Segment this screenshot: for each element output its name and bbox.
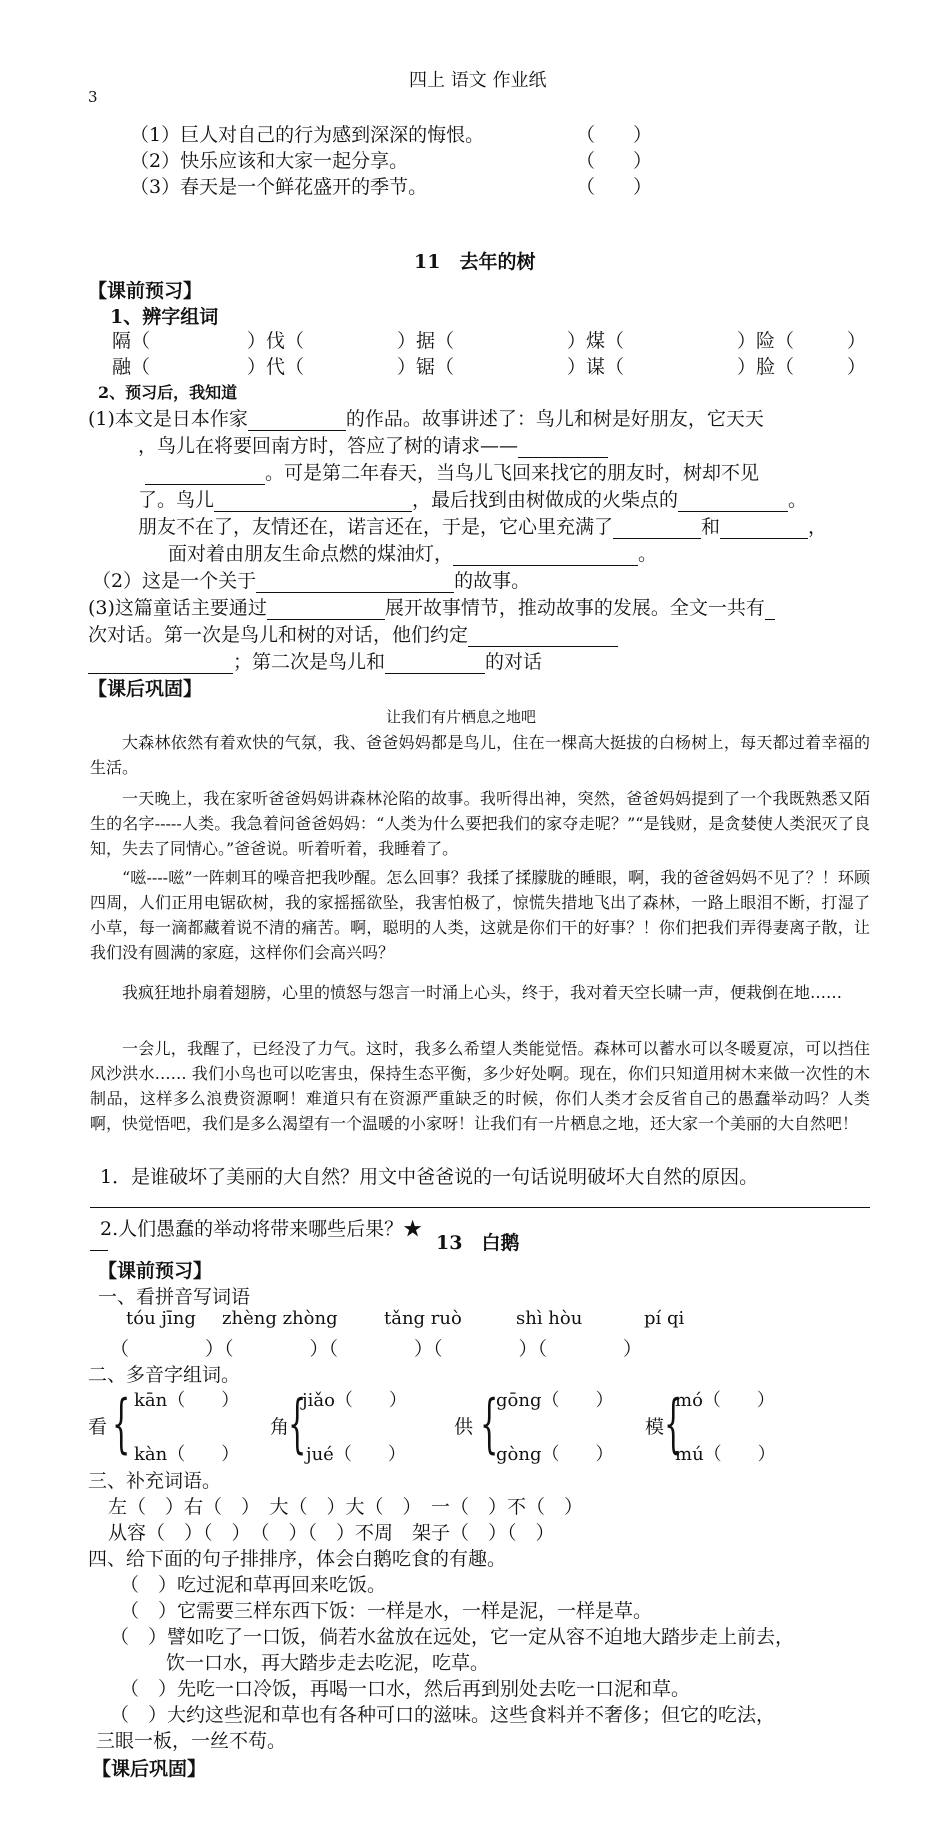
order-item-5: （ ）大约这些泥和草也有各种可口的滋味。这些食料并不奢侈；但它的吃法， [110, 1704, 776, 1726]
poly-reading: kàn（ ） [134, 1444, 240, 1465]
summary-line-6: 面对着由朋友生命点燃的煤油灯， 。 [168, 543, 658, 565]
blank-author[interactable] [248, 410, 346, 431]
summary-line-1: (1)本文是日本作家 的作品。故事讲述了：鸟儿和树是好朋友，它天天 [88, 408, 764, 430]
pinyin-5: pí qi [644, 1308, 685, 1329]
blank-agreement-cont[interactable] [88, 653, 233, 674]
answer-paren[interactable]: （ ） [576, 176, 653, 198]
pinyin-1: tóu jīng [126, 1308, 196, 1329]
poly-reading: kān（ ） [134, 1390, 240, 1411]
blank-request-cont[interactable] [145, 464, 265, 485]
reading-question-1: 1．是谁破坏了美丽的大自然？用文中爸爸说的一句话说明破坏大自然的原因。 [100, 1166, 759, 1188]
after-class-label-13: 【课后巩固】 [92, 1758, 207, 1780]
pinyin-3: tǎng ruò [384, 1308, 462, 1329]
reading-paragraph-4: 我疯狂地扑扇着翅膀，心里的愤怒与怨言一时涌上心头，终于，我对着天空长啸一声，便栽倒在地…… [122, 983, 843, 1002]
section-2-label: 二、多音字组词。 [88, 1364, 241, 1386]
lesson-11-title: 11 去年的树 [414, 251, 536, 273]
top-question-1: （1）巨人对自己的行为感到深深的悔恨。 [130, 124, 485, 146]
reading-paragraph-1: 大森林依然有着欢快的气氛，我、爸爸妈妈都是鸟儿，住在一棵高大挺拔的白杨树上，每天都过着幸福的生活。 [90, 733, 870, 777]
answer-paren[interactable]: （ ） [576, 124, 653, 146]
poly-reading: jué（ ） [306, 1444, 406, 1465]
preview-label: 【课前预习】 [88, 280, 203, 302]
poly-reading: jiǎo（ ） [302, 1390, 407, 1411]
poly-reading: gōng（ ） [496, 1390, 614, 1411]
order-item-5-cont: 三眼一板，一丝不苟。 [96, 1730, 287, 1752]
pinyin-answer-boxes[interactable]: （ ）（ ）（ ）（ ）（ ） [110, 1338, 643, 1360]
q1-label: 1、辨字组词 [110, 306, 219, 328]
page-number: 3 [88, 88, 98, 106]
poly-reading: mú（ ） [675, 1444, 776, 1465]
blank-request[interactable] [518, 437, 608, 458]
after-class-label: 【课后巩固】 [88, 678, 203, 700]
summary-line-9: 次对话。第一次是鸟儿和树的对话，他们约定 [88, 620, 618, 647]
blank-method[interactable] [267, 599, 385, 620]
summary-line-2: ，鸟儿在将要回南方时，答应了树的请求—— [138, 431, 608, 458]
fill-words-2[interactable]: 从容（ ）（ ） （ ）（ ）不周 架子（ ）（ ） [108, 1522, 555, 1544]
brace-icon: { [288, 1387, 307, 1461]
summary-line-8: (3)这篇童话主要通过 展开故事情节，推动故事的发展。全文一共有 [88, 593, 775, 620]
reading-question-2: 2.人们愚蠢的举动将带来哪些后果？★ [100, 1218, 423, 1240]
pinyin-4: shì hòu [516, 1308, 583, 1329]
top-question-2: （2）快乐应该和大家一起分享。 [130, 150, 409, 172]
answer-line-short[interactable] [90, 1250, 108, 1251]
order-item-3-cont: 饮一口水，再大踏步走去吃泥，吃草。 [166, 1652, 490, 1674]
poly-reading: gòng（ ） [496, 1444, 614, 1465]
order-item-3: （ ）譬如吃了一口饭，倘若水盆放在远处，它一定从容不迫地大踏步走上前去， [110, 1626, 795, 1648]
poly-char: 供 [454, 1416, 474, 1438]
answer-paren[interactable]: （ ） [576, 150, 653, 172]
order-item-1: （ ）吃过泥和草再回来吃饭。 [120, 1574, 387, 1596]
poly-reading: mó（ ） [675, 1390, 775, 1411]
blank-search[interactable] [214, 491, 412, 512]
blank-match[interactable] [678, 491, 788, 512]
blank-agreement[interactable] [468, 626, 618, 647]
blank-count[interactable] [765, 599, 775, 620]
blank-partner[interactable] [385, 653, 485, 674]
summary-line-3: 。可是第二年春天，当鸟儿飞回来找它的朋友时，树却不见 [145, 458, 759, 485]
poly-char: 看 [88, 1416, 108, 1438]
fill-words-1[interactable]: 左（ ）右（ ） 大（ ）大（ ） 一（ ）不（ ） [108, 1496, 584, 1518]
reading-paragraph-5: 一会儿，我醒了，已经没了力气。这时，我多么希望人类能觉悟。森林可以蓄水可以冬暖夏凉，可以挡住风沙洪水…… 我们小鸟也可以吃害虫，保持生态平衡，多少好处啊。现在，你们只知道用树木来做一次性的木制品，这样多么浪费资源啊！难道只有在资源严重缺乏的时候，你们人类才会反省自己的愚蠢举动吗？人类啊，快觉悟吧，我们是多么渴望有一个温暖的小家呀！让我们有一片栖息之地，还大家一个美丽的大自然吧！ [90, 1039, 870, 1133]
q2-label: 2、预习后，我知道 [98, 383, 238, 402]
reading-paragraph-2: 一天晚上，我在家听爸爸妈妈讲森林沦陷的故事。我听得出神，突然，爸爸妈妈提到了一个我既熟悉又陌生的名字-----人类。我急着问爸爸妈妈：“人类为什么要把我们的家夺走呢？”“是钱财，是贪婪使人类泯灭了良知，失去了同情心。”爸爸说。听着听着，我睡着了。 [90, 789, 870, 858]
brace-icon: { [480, 1387, 499, 1461]
blank-theme[interactable] [256, 572, 454, 593]
preview-label-13: 【课前预习】 [98, 1260, 213, 1282]
char-row-1: 隔（ ）伐（ ）据（ ）煤（ ）险（ ） [112, 330, 867, 352]
poly-char: 模 [645, 1416, 665, 1438]
section-1-label: 一、看拼音写词语 [98, 1286, 251, 1308]
summary-line-4: 了。鸟儿 ，最后找到由树做成的火柴点的 。 [138, 489, 808, 511]
reading-title: 让我们有片栖息之地吧 [386, 708, 537, 726]
pinyin-2: zhèng zhòng [222, 1308, 338, 1329]
answer-line[interactable] [90, 1207, 870, 1208]
summary-line-7: （2）这是一个关于 的故事。 [92, 570, 531, 592]
brace-icon: { [112, 1387, 131, 1461]
blank-action[interactable] [453, 545, 638, 566]
summary-line-10: ；第二次是鸟儿和 的对话 [88, 647, 542, 674]
page-header-title: 四上 语文 作业纸 [409, 70, 547, 91]
blank-feeling-1[interactable] [613, 518, 701, 539]
section-4-label: 四、给下面的句子排排序，体会白鹅吃食的有趣。 [88, 1548, 507, 1570]
brace-icon: { [664, 1387, 683, 1461]
reading-paragraph-3: “嗞----嗞”一阵刺耳的噪音把我吵醒。怎么回事？我揉了揉朦胧的睡眼，啊，我的爸爸妈妈不见了？！环顾四周，人们正用电锯砍树，我的家摇摇欲坠，我害怕极了，惊慌失措地飞出了森林，一路上眼泪不断，打湿了小草，每一滴都藏着说不清的痛苦。啊，聪明的人类，这就是你们干的好事？！你们把我们弄得妻离子散，让我们没有圆满的家庭，这样你们会高兴吗？ [90, 868, 870, 962]
order-item-2: （ ）它需要三样东西下饭：一样是水，一样是泥，一样是草。 [120, 1600, 653, 1622]
section-3-label: 三、补充词语。 [88, 1470, 222, 1492]
lesson-13-title: 13 白鹅 [436, 1232, 520, 1254]
poly-char: 角 [270, 1416, 290, 1438]
top-question-3: （3）春天是一个鲜花盛开的季节。 [130, 176, 428, 198]
blank-feeling-2[interactable] [720, 518, 808, 539]
order-item-4: （ ）先吃一口冷饭，再喝一口水，然后再到别处去吃一口泥和草。 [120, 1678, 691, 1700]
summary-line-5: 朋友不在了，友情还在，诺言还在，于是，它心里充满了 和 ， [138, 516, 828, 538]
char-row-2: 融（ ）代（ ）锯（ ）谋（ ）脸（ ） [112, 356, 867, 378]
